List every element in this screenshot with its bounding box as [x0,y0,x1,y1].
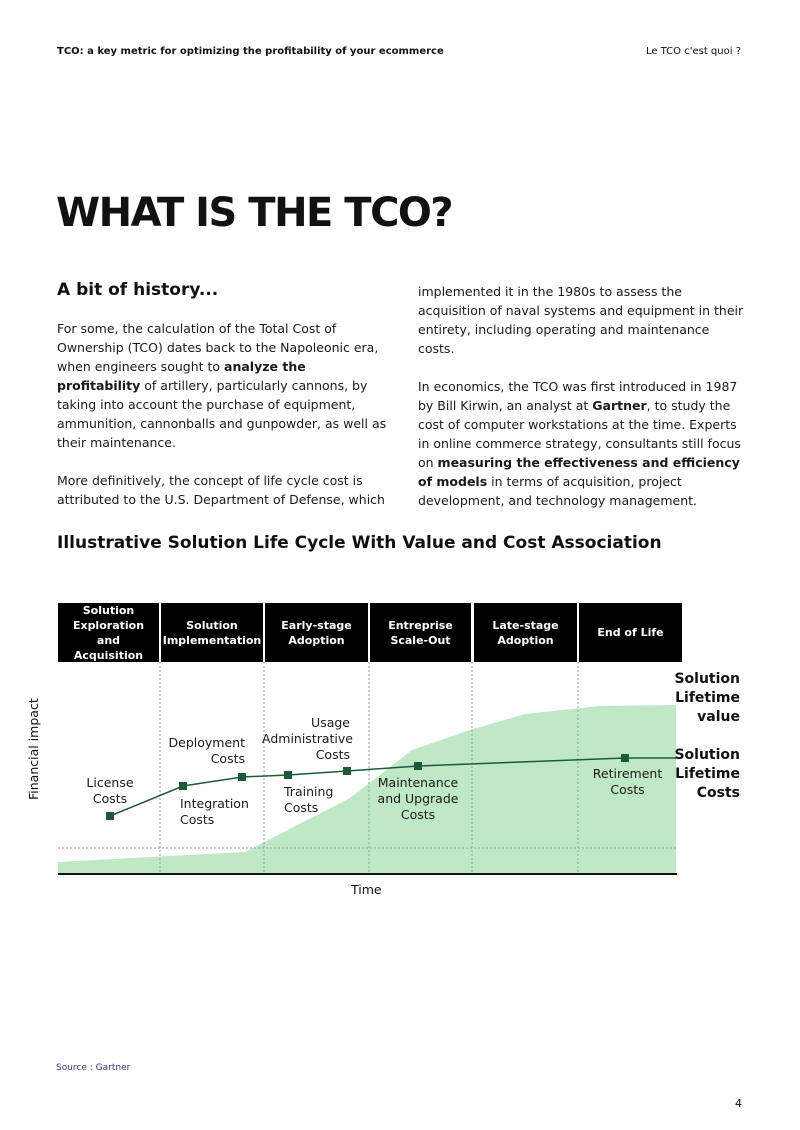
cost-marker [284,771,292,779]
paragraph: implemented it in the 1980s to assess the acquisition of naval systems and equipment in their entirety, including operating and maintenance costs. [418,284,744,356]
diagram-title: Illustrative Solution Life Cycle With Value and Cost Association [57,533,662,553]
integration-costs-label: Integration Costs [180,796,249,827]
page-title: WHAT IS THE TCO? [56,190,453,236]
cost-marker [621,754,629,762]
usage-costs-label: Usage Administrative Costs [262,715,353,762]
paragraph: For some, the calculation of the Total Cost of Ownership (TCO) dates back to the Napoleonic era, when engineers sought to analyze the profitability of artillery, particularly cannons, by taking into account the purchase of equipment, ammunition, cannonballs and gunpowder, as well as their maintenance. [57,321,387,450]
deployment-costs-label: Deployment Costs [168,735,245,766]
cost-marker [238,773,246,781]
license-costs-label: License Costs [86,775,134,806]
x-axis-label: Time [351,882,382,897]
phase-box-scale-out: Entreprise Scale-Out [370,603,471,662]
lifetime-value-area [58,705,676,874]
cost-marker [106,812,114,820]
cost-marker [414,762,422,770]
training-costs-label: Training Costs [284,784,334,815]
lifetime-costs-label: Solution Lifetime Costs [674,747,740,801]
phase-box-end-of-life: End of Life [579,603,682,662]
phase-box-exploration: Solution Exploration and Acquisition [58,603,159,662]
source-note: Source : Gartner [56,1063,131,1073]
cost-marker [343,767,351,775]
running-header-title: TCO: a key metric for optimizing the profitability of your ecommerce [57,46,444,57]
y-axis-label: Financial impact [26,698,41,800]
retirement-costs-label: Retirement Costs [592,766,663,797]
cost-marker [179,782,187,790]
running-header-section: Le TCO c'est quoi ? [645,46,741,57]
page-number: 4 [735,1097,742,1110]
phase-box-late-adoption: Late-stage Adoption [474,603,577,662]
maintenance-costs-label: Maintenance and Upgrade Costs [377,775,459,822]
phase-box-early-adoption: Early-stage Adoption [265,603,368,662]
phase-box-implementation: Solution Implementation [161,603,263,662]
paragraph: More definitively, the concept of life cycle cost is attributed to the U.S. Department of Defense, which [57,473,385,507]
section-subhead: A bit of history... [57,280,219,300]
paragraph: In economics, the TCO was first introduced in 1987 by Bill Kirwin, an analyst at Gartner, to study the cost of computer workstations at the time. Experts in online commerce strategy, consultants still focus on measuring the effectiveness and efficiency of models in terms of acquisition, project development, and technology management. [418,379,741,508]
lifetime-value-label: Solution Lifetime value [674,671,740,725]
